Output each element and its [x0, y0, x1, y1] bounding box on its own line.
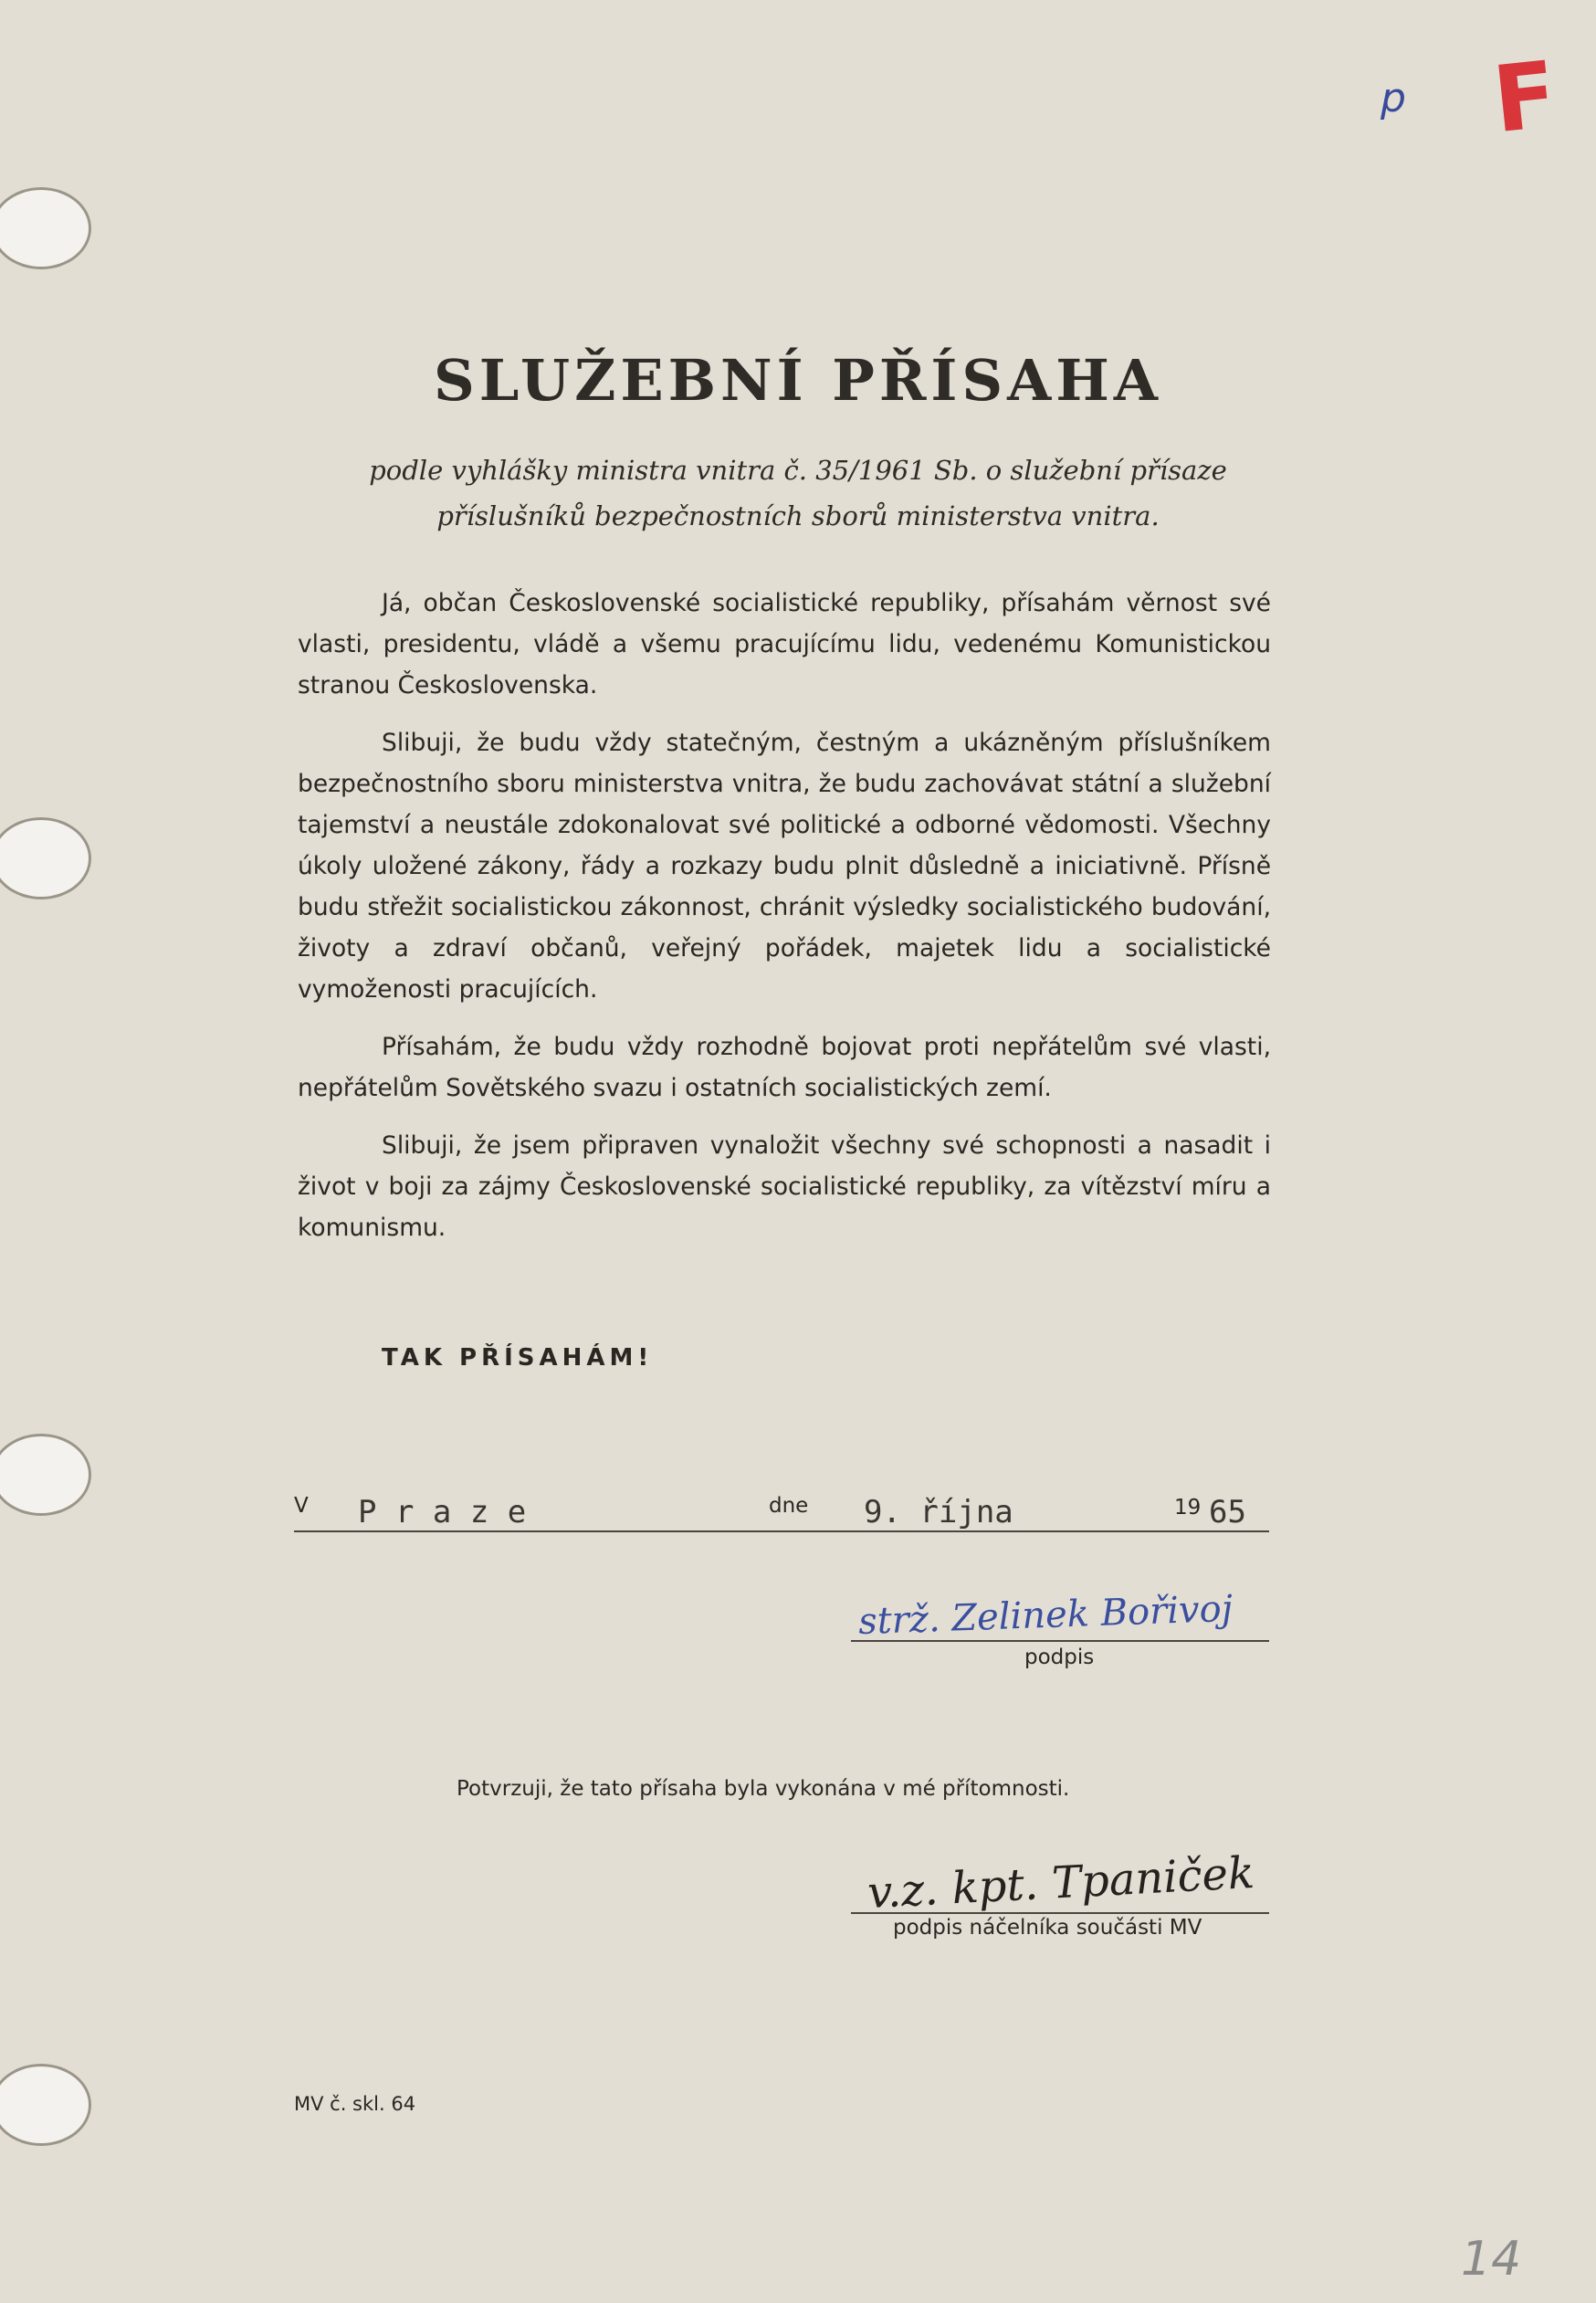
- document-title: SLUŽEBNÍ PŘÍSAHA: [434, 347, 1162, 414]
- punch-hole: [0, 187, 91, 269]
- handwritten-mark-p: p: [1381, 75, 1406, 121]
- oath-body: [298, 583, 1271, 1265]
- oath-paragraph: Přísahám, že budu vždy rozhodně bojovat proti nepřátelům své vlasti, nepřátelům Sovětského svazu i ostatních socialistických zemí.: [298, 1033, 1271, 1102]
- signature-line: [851, 1640, 1269, 1642]
- chief-signature-handwritten: v.z. kpt. Tpaniček: [866, 1846, 1256, 1919]
- date-label: dne: [769, 1494, 809, 1518]
- chief-signature-line: [851, 1912, 1269, 1914]
- subtitle-line: podle vyhlášky ministra vnitra č. 35/1961 Sb. o služební přísaze: [369, 455, 1227, 486]
- place-date-line: [294, 1530, 1269, 1532]
- oath-paragraph: Slibuji, že jsem připraven vynaložit všechny své schopnosti a nasadit i život v boji za zájmy Československé socialistické republiky, za vítězství míru a komunismu.: [298, 1131, 1271, 1242]
- subtitle-line: příslušníků bezpečnostních sborů ministerstva vnitra.: [436, 500, 1160, 531]
- signature-label: podpis: [1024, 1646, 1095, 1669]
- date-value: 9. října: [864, 1494, 1013, 1530]
- handwritten-mark-f: F: [1488, 40, 1562, 154]
- place-prefix: V: [294, 1494, 309, 1518]
- confirmation-text: Potvrzuji, že tato přísaha byla vykonána v mé přítomnosti.: [457, 1777, 1070, 1801]
- signature-handwritten: strž. Zelinek Bořivoj: [857, 1587, 1234, 1644]
- punch-hole: [0, 2064, 91, 2146]
- year-suffix: 65: [1209, 1494, 1246, 1530]
- year-prefix: 19: [1174, 1496, 1202, 1520]
- punch-hole: [0, 817, 91, 899]
- oath-closing: TAK PŘÍSAHÁM!: [382, 1344, 654, 1372]
- oath-paragraph: Slibuji, že budu vždy statečným, čestným a ukázněným příslušníkem bezpečnostního sboru ministerstva vnitra, že budu zachovávat státní a služební tajemství a neustále zdokonalovat své politické a odborné vědomosti. Všechny úkoly uložené zákony, řády a rozkazy budu plnit důsledně a iniciativně. Přísně budu střežit socialistickou zákonnost, chránit výsledky socialistického budování, životy a zdraví občanů, veřejný pořádek, majetek lidu a socialistické vymoženosti pracujících.: [298, 729, 1271, 1004]
- place-value: P r a z e: [358, 1494, 527, 1530]
- form-code: MV č. skl. 64: [294, 2093, 416, 2115]
- punch-hole: [0, 1434, 91, 1516]
- document-subtitle: [0, 447, 1596, 539]
- oath-paragraph: Já, občan Československé socialistické republiky, přísahám věrnost své vlasti, presidentu, vládě a všemu pracujícímu lidu, vedenému Komunistickou stranou Československa.: [298, 589, 1271, 699]
- handwritten-page-number: 14: [1461, 2232, 1522, 2287]
- chief-signature-label: podpis náčelníka součásti MV: [893, 1916, 1202, 1940]
